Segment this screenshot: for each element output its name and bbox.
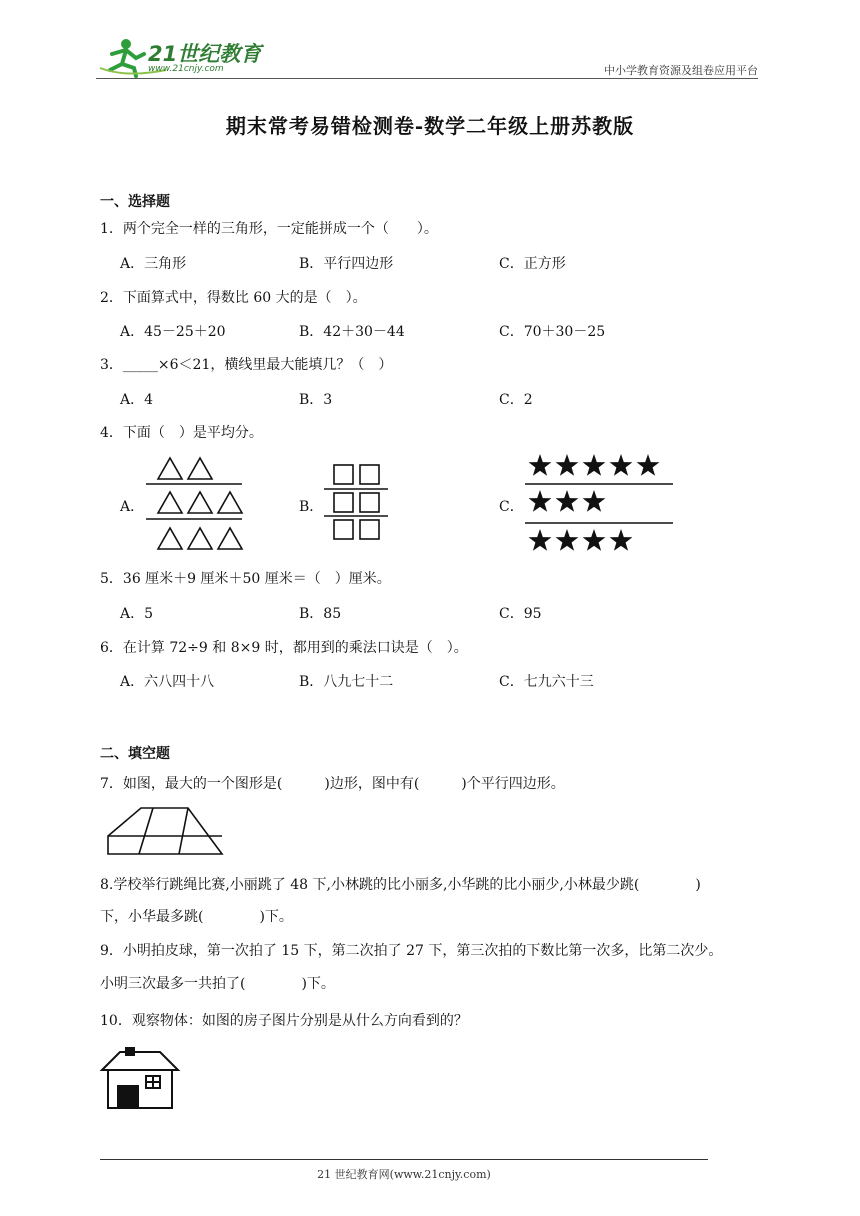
question-8-line-1: 8.学校举行跳绳比赛,小丽跳了 48 下,小林跳的比小丽多,小华跳的比小丽少,小林最少跳( ) <box>100 877 701 893</box>
q4-option-a: A． <box>120 499 145 515</box>
question-3: 3．_____×6＜21，横线里最大能填几？（ ） <box>100 357 393 373</box>
question-6: 6．在计算 72÷9 和 8×9 时，都用到的乘法口诀是（ ）。 <box>100 640 468 656</box>
q5-option-b: B．85 <box>299 606 342 622</box>
footer-text: 21 世纪教育网(www.21cnjy.com) <box>317 1168 491 1181</box>
question-7: 7．如图，最大的一个图形是( )边形，图中有( )个平行四边形。 <box>100 776 565 792</box>
q7-trapezoid-figure <box>106 806 226 856</box>
q3-option-a: A．4 <box>120 392 154 408</box>
logo <box>96 32 266 82</box>
q1-option-c: C．正方形 <box>499 256 566 272</box>
logo-text: 21世纪教育 <box>148 42 262 66</box>
q3-option-b: B．3 <box>299 392 333 408</box>
q2-option-b: B．42＋30－44 <box>299 324 405 340</box>
question-4: 4．下面（ ）是平均分。 <box>100 425 263 441</box>
q10-house-figure <box>100 1048 182 1112</box>
question-10: 10．观察物体：如图的房子图片分别是从什么方向看到的？ <box>100 1013 468 1029</box>
q3-option-c: C．2 <box>499 392 533 408</box>
q2-option-c: C．70＋30－25 <box>499 324 606 340</box>
q2-option-a: A．45－25＋20 <box>120 324 226 340</box>
q4-option-b: B． <box>299 499 324 515</box>
footer-divider <box>100 1159 708 1160</box>
question-5: 5．36 厘米＋9 厘米＋50 厘米＝（ ）厘米。 <box>100 571 391 587</box>
question-9-line-2: 小明三次最多一共拍了( )下。 <box>100 976 335 992</box>
page-title: 期末常考易错检测卷-数学二年级上册苏教版 <box>225 114 635 138</box>
q5-option-c: C．95 <box>499 606 542 622</box>
section-heading-fill: 二、填空题 <box>100 746 170 762</box>
header-divider <box>96 78 758 79</box>
q6-option-a: A．六八四十八 <box>120 674 215 690</box>
q4-squares-figure <box>322 463 392 543</box>
section-heading-choice: 一、选择题 <box>100 194 170 210</box>
q4-option-c: C． <box>499 499 524 515</box>
header-platform-text: 中小学教育资源及组卷应用平台 <box>604 64 758 77</box>
q6-option-c: C．七九六十三 <box>499 674 594 690</box>
question-8-line-2: 下，小华最多跳( )下。 <box>100 909 293 925</box>
logo-url: www.21cnjy.com <box>148 64 224 74</box>
q4-stars-figure <box>523 452 683 556</box>
q4-triangles-figure <box>146 453 246 553</box>
question-2: 2．下面算式中，得数比 60 大的是（ ）。 <box>100 290 367 306</box>
q6-option-b: B．八九七十二 <box>299 674 394 690</box>
q1-option-a: A．三角形 <box>120 256 187 272</box>
question-1: 1．两个完全一样的三角形，一定能拼成一个（ ）。 <box>100 221 438 237</box>
q5-option-a: A．5 <box>120 606 154 622</box>
q1-option-b: B．平行四边形 <box>299 256 394 272</box>
question-9-line-1: 9．小明拍皮球，第一次拍了 15 下，第二次拍了 27 下，第三次拍的下数比第一次多，比第二次少。 <box>100 943 723 959</box>
